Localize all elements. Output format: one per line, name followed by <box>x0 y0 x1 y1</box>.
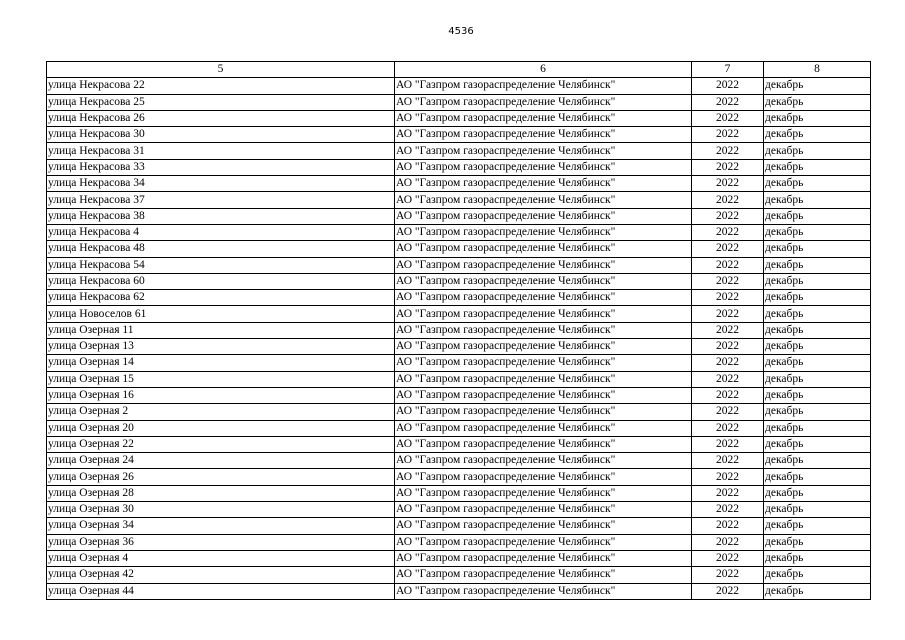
year-cell: 2022 <box>692 567 764 583</box>
year-cell: 2022 <box>692 371 764 387</box>
table-row <box>47 192 871 208</box>
address-cell: улица Озерная 14 <box>47 355 395 371</box>
organization-cell: АО "Газпром газораспределение Челябинск" <box>395 436 692 452</box>
year-cell: 2022 <box>692 404 764 420</box>
address-cell: улица Озерная 11 <box>47 322 395 338</box>
table-row <box>47 159 871 175</box>
month-cell: декабрь <box>764 518 871 534</box>
address-cell: улица Некрасова 33 <box>47 159 395 175</box>
year-cell: 2022 <box>692 355 764 371</box>
organization-cell: АО "Газпром газораспределение Челябинск" <box>395 290 692 306</box>
table-row <box>47 290 871 306</box>
month-cell: декабрь <box>764 224 871 240</box>
organization-cell: АО "Газпром газораспределение Челябинск" <box>395 355 692 371</box>
table-row <box>47 453 871 469</box>
year-cell: 2022 <box>692 127 764 143</box>
table-row <box>47 306 871 322</box>
year-cell: 2022 <box>692 387 764 403</box>
address-cell: улица Озерная 2 <box>47 404 395 420</box>
table-row <box>47 273 871 289</box>
organization-cell: АО "Газпром газораспределение Челябинск" <box>395 322 692 338</box>
organization-cell: АО "Газпром газораспределение Челябинск" <box>395 208 692 224</box>
year-cell: 2022 <box>692 453 764 469</box>
table-row <box>47 387 871 403</box>
organization-cell: АО "Газпром газораспределение Челябинск" <box>395 583 692 599</box>
month-cell: декабрь <box>764 208 871 224</box>
table-row <box>47 485 871 501</box>
organization-cell: АО "Газпром газораспределение Челябинск" <box>395 339 692 355</box>
month-cell: декабрь <box>764 355 871 371</box>
year-cell: 2022 <box>692 339 764 355</box>
month-cell: декабрь <box>764 339 871 355</box>
year-cell: 2022 <box>692 322 764 338</box>
table-row <box>47 567 871 583</box>
month-cell: декабрь <box>764 485 871 501</box>
month-cell: декабрь <box>764 176 871 192</box>
year-cell: 2022 <box>692 159 764 175</box>
organization-cell: АО "Газпром газораспределение Челябинск" <box>395 469 692 485</box>
year-cell: 2022 <box>692 176 764 192</box>
month-cell: декабрь <box>764 583 871 599</box>
month-cell: декабрь <box>764 257 871 273</box>
table-row <box>47 241 871 257</box>
address-cell: улица Озерная 44 <box>47 583 395 599</box>
address-cell: улица Озерная 15 <box>47 371 395 387</box>
organization-cell: АО "Газпром газораспределение Челябинск" <box>395 453 692 469</box>
organization-cell: АО "Газпром газораспределение Челябинск" <box>395 273 692 289</box>
address-cell: улица Озерная 20 <box>47 420 395 436</box>
month-cell: декабрь <box>764 192 871 208</box>
address-cell: улица Некрасова 38 <box>47 208 395 224</box>
table-row <box>47 257 871 273</box>
organization-cell: АО "Газпром газораспределение Челябинск" <box>395 485 692 501</box>
table-row <box>47 143 871 159</box>
address-cell: улица Некрасова 4 <box>47 224 395 240</box>
table-row <box>47 110 871 126</box>
column-header: 5 <box>47 62 395 78</box>
organization-cell: АО "Газпром газораспределение Челябинск" <box>395 550 692 566</box>
organization-cell: АО "Газпром газораспределение Челябинск" <box>395 94 692 110</box>
year-cell: 2022 <box>692 420 764 436</box>
table-row <box>47 420 871 436</box>
organization-cell: АО "Газпром газораспределение Челябинск" <box>395 257 692 273</box>
month-cell: декабрь <box>764 534 871 550</box>
year-cell: 2022 <box>692 273 764 289</box>
table-row <box>47 371 871 387</box>
address-cell: улица Некрасова 60 <box>47 273 395 289</box>
organization-cell: АО "Газпром газораспределение Челябинск" <box>395 241 692 257</box>
year-cell: 2022 <box>692 110 764 126</box>
address-cell: улица Некрасова 30 <box>47 127 395 143</box>
address-cell: улица Некрасова 31 <box>47 143 395 159</box>
organization-cell: АО "Газпром газораспределение Челябинск" <box>395 224 692 240</box>
year-cell: 2022 <box>692 534 764 550</box>
header-row <box>47 62 871 78</box>
month-cell: декабрь <box>764 567 871 583</box>
month-cell: декабрь <box>764 436 871 452</box>
address-cell: улица Некрасова 54 <box>47 257 395 273</box>
organization-cell: АО "Газпром газораспределение Челябинск" <box>395 110 692 126</box>
address-cell: улица Озерная 36 <box>47 534 395 550</box>
address-cell: улица Озерная 16 <box>47 387 395 403</box>
address-cell: улица Некрасова 25 <box>47 94 395 110</box>
table-row <box>47 224 871 240</box>
address-cell: улица Озерная 30 <box>47 502 395 518</box>
month-cell: декабрь <box>764 143 871 159</box>
month-cell: декабрь <box>764 78 871 94</box>
year-cell: 2022 <box>692 469 764 485</box>
table-row <box>47 339 871 355</box>
month-cell: декабрь <box>764 159 871 175</box>
address-cell: улица Озерная 22 <box>47 436 395 452</box>
month-cell: декабрь <box>764 550 871 566</box>
organization-cell: АО "Газпром газораспределение Челябинск" <box>395 127 692 143</box>
address-cell: улица Новоселов 61 <box>47 306 395 322</box>
month-cell: декабрь <box>764 94 871 110</box>
address-cell: улица Озерная 26 <box>47 469 395 485</box>
organization-cell: АО "Газпром газораспределение Челябинск" <box>395 567 692 583</box>
address-cell: улица Озерная 34 <box>47 518 395 534</box>
month-cell: декабрь <box>764 241 871 257</box>
month-cell: декабрь <box>764 306 871 322</box>
year-cell: 2022 <box>692 518 764 534</box>
organization-cell: АО "Газпром газораспределение Челябинск" <box>395 143 692 159</box>
year-cell: 2022 <box>692 485 764 501</box>
table-row <box>47 322 871 338</box>
month-cell: декабрь <box>764 127 871 143</box>
table-row <box>47 127 871 143</box>
table-row <box>47 436 871 452</box>
year-cell: 2022 <box>692 436 764 452</box>
year-cell: 2022 <box>692 192 764 208</box>
month-cell: декабрь <box>764 110 871 126</box>
month-cell: декабрь <box>764 502 871 518</box>
table-row <box>47 583 871 599</box>
year-cell: 2022 <box>692 241 764 257</box>
table-row <box>47 534 871 550</box>
year-cell: 2022 <box>692 290 764 306</box>
column-header: 7 <box>692 62 764 78</box>
organization-cell: АО "Газпром газораспределение Челябинск" <box>395 159 692 175</box>
table-row <box>47 176 871 192</box>
address-cell: улица Некрасова 26 <box>47 110 395 126</box>
organization-cell: АО "Газпром газораспределение Челябинск" <box>395 502 692 518</box>
data-table <box>46 61 871 600</box>
table-row <box>47 404 871 420</box>
column-header: 8 <box>764 62 871 78</box>
month-cell: декабрь <box>764 387 871 403</box>
organization-cell: АО "Газпром газораспределение Челябинск" <box>395 518 692 534</box>
year-cell: 2022 <box>692 502 764 518</box>
address-cell: улица Озерная 24 <box>47 453 395 469</box>
address-cell: улица Некрасова 37 <box>47 192 395 208</box>
month-cell: декабрь <box>764 469 871 485</box>
year-cell: 2022 <box>692 306 764 322</box>
year-cell: 2022 <box>692 550 764 566</box>
month-cell: декабрь <box>764 273 871 289</box>
table-body <box>47 78 871 600</box>
address-cell: улица Некрасова 22 <box>47 78 395 94</box>
year-cell: 2022 <box>692 583 764 599</box>
address-cell: улица Некрасова 48 <box>47 241 395 257</box>
table-row <box>47 469 871 485</box>
organization-cell: АО "Газпром газораспределение Челябинск" <box>395 192 692 208</box>
year-cell: 2022 <box>692 143 764 159</box>
month-cell: декабрь <box>764 404 871 420</box>
year-cell: 2022 <box>692 94 764 110</box>
address-cell: улица Озерная 4 <box>47 550 395 566</box>
organization-cell: АО "Газпром газораспределение Челябинск" <box>395 371 692 387</box>
month-cell: декабрь <box>764 453 871 469</box>
column-header: 6 <box>395 62 692 78</box>
organization-cell: АО "Газпром газораспределение Челябинск" <box>395 78 692 94</box>
table-row <box>47 550 871 566</box>
year-cell: 2022 <box>692 224 764 240</box>
organization-cell: АО "Газпром газораспределение Челябинск" <box>395 306 692 322</box>
organization-cell: АО "Газпром газораспределение Челябинск" <box>395 534 692 550</box>
month-cell: декабрь <box>764 371 871 387</box>
month-cell: декабрь <box>764 290 871 306</box>
organization-cell: АО "Газпром газораспределение Челябинск" <box>395 387 692 403</box>
year-cell: 2022 <box>692 208 764 224</box>
address-cell: улица Озерная 13 <box>47 339 395 355</box>
address-cell: улица Некрасова 62 <box>47 290 395 306</box>
address-cell: улица Озерная 28 <box>47 485 395 501</box>
address-cell: улица Озерная 42 <box>47 567 395 583</box>
year-cell: 2022 <box>692 78 764 94</box>
page-number: 4536 <box>448 26 474 37</box>
table-row <box>47 518 871 534</box>
month-cell: декабрь <box>764 322 871 338</box>
year-cell: 2022 <box>692 257 764 273</box>
organization-cell: АО "Газпром газораспределение Челябинск" <box>395 404 692 420</box>
table-row <box>47 78 871 94</box>
address-cell: улица Некрасова 34 <box>47 176 395 192</box>
organization-cell: АО "Газпром газораспределение Челябинск" <box>395 420 692 436</box>
organization-cell: АО "Газпром газораспределение Челябинск" <box>395 176 692 192</box>
table-row <box>47 502 871 518</box>
table-row <box>47 94 871 110</box>
table-row <box>47 208 871 224</box>
table-row <box>47 355 871 371</box>
month-cell: декабрь <box>764 420 871 436</box>
